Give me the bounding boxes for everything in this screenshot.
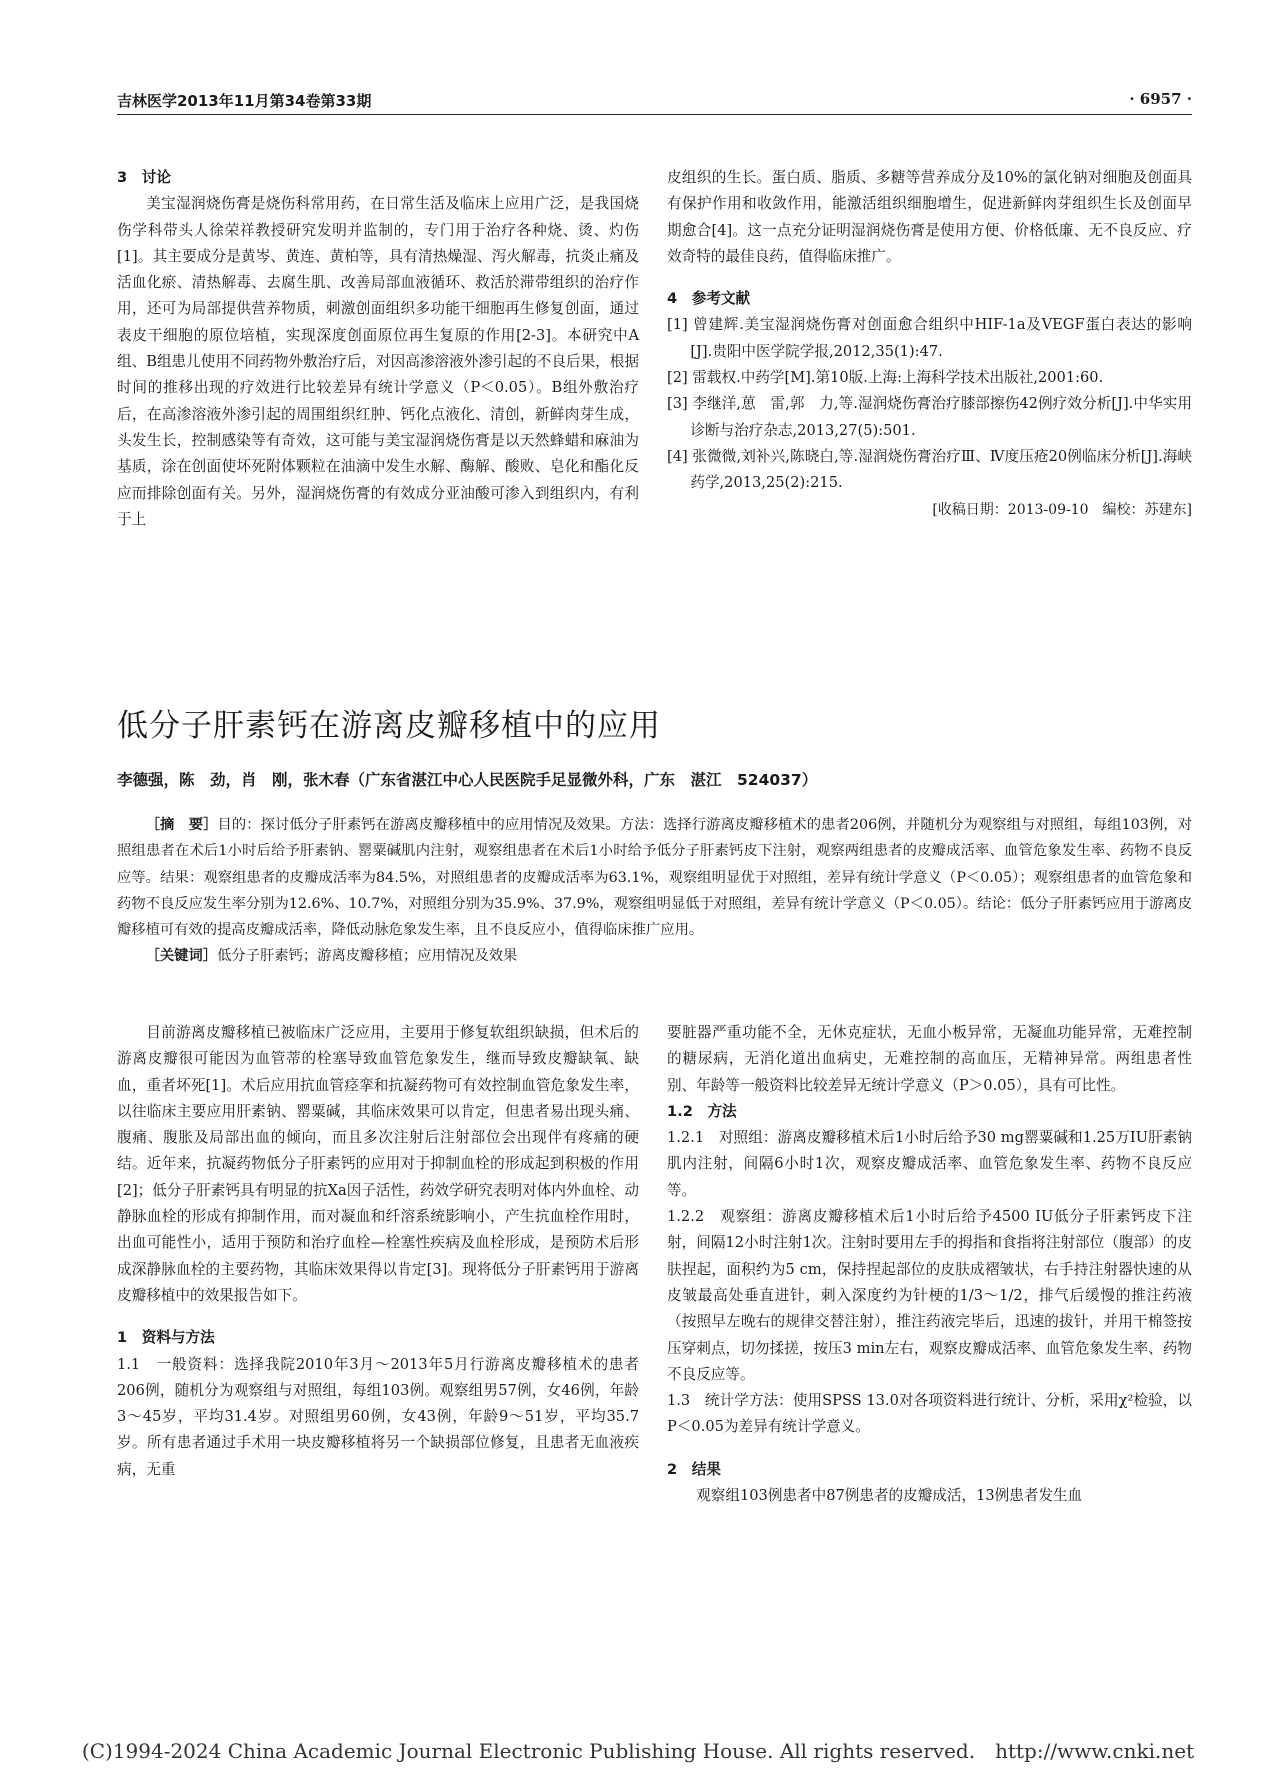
abstract-label: ［摘 要］ (145, 817, 218, 833)
reference-1: [1] 曾建辉.美宝湿润烧伤膏对创面愈合组织中HIF-1a及VEGF蛋白表达的影响[J].贵阳中医学院学报,2012,35(1):47. (667, 316, 1192, 360)
section-1-2-2: 1.2.2 观察组：游离皮瓣移植术后1小时后给予4500 IU低分子肝素钙皮下注射，间隔12小时注射1次。注射时要用左手的拇指和食指将注射部位（腹部）的皮肤捏起，面积约为5 cm，保持捏起部位的皮肤成褶皱状，右手持注射器快速的从皮皱最高处垂直进针，刺入深度约为针梗的1/3～1/2，排气后缓慢的推注药液（按照早左晚右的规律交替注射），推注药液完毕后，迅速的拔针，并用干棉签按压穿刺点，切勿揉搓，按压3 min左右，观察皮瓣成活率、血管危象发生率、药物不良反应等。 (667, 1208, 1192, 1383)
section-1-2-1: 1.2.1 对照组：游离皮瓣移植术后1小时后给予30 mg罂粟碱和1.25万IU肝素钠肌内注射，间隔6小时1次，观察皮瓣成活率、血管危象发生率、药物不良反应等。 (667, 1129, 1192, 1199)
received-date: [收稿日期：2013-09-10 编校：苏建东] (932, 501, 1192, 518)
journal-name: 吉林医学2013年11月第34卷第33期 (117, 92, 372, 110)
keywords-label: ［关键词］ (145, 948, 218, 965)
section-1-2-heading: 1.2 方法 (667, 1102, 737, 1120)
section-1-3: 1.3 统计学方法：使用SPSS 13.0对各项资料进行统计、分析，采用χ²检验，以P＜0.05为差异有统计学意义。 (667, 1392, 1192, 1436)
section-1-1: 1.1 一般资料：选择我院2010年3月～2013年5月行游离皮瓣移植术的患者206例，随机分为观察组与对照组，每组103例。观察组男57例，女46例，年龄3～45岁，平均31.4岁。对照组男60例，女43例，年龄9～51岁，平均35.7岁。所有患者通过手术用一块皮瓣移植将另一个缺损部位修复，且患者无血液疾病，无重 (117, 1355, 639, 1478)
prev-article-right-column (667, 165, 1192, 523)
copyright-footer: (C)1994-2024 China Academic Journal Electronic Publishing House. All rights reserved. http://www.cnki.net (81, 1739, 1195, 1763)
article-title: 低分子肝素钙在游离皮瓣移植中的应用 (117, 708, 661, 744)
abstract-block (117, 812, 1192, 970)
introduction: 目前游离皮瓣移植已被临床广泛应用，主要用于修复软组织缺损，但术后的游离皮瓣很可能因为血管蒂的栓塞导致血管危象发生，继而导致皮瓣缺氧、缺血，重者坏死[1]。术后应用抗血管痉挛和抗凝药物可有效控制血管危象发生率，以往临床主要应用肝素钠、罂粟碱，其临床效果可以肯定，但患者易出现头痛、腹痛、腹胀及局部出血的倾向，而且多次注射后注射部位会出现伴有疼痛的硬结。近年来，抗凝药物低分子肝素钙的应用对于抑制血栓的形成起到积极的作用[2]；低分子肝素钙具有明显的抗Xa因子活性，药效学研究表明对体内外血栓、动静脉血栓的形成有抑制作用，而对凝血和纤溶系统影响小，产生抗血栓作用时，出血可能性小，适用于预防和治疗血栓—栓塞性疾病及血栓形成，是预防术后形成深静脉血栓的主要药物，其临床效果得以肯定[3]。现将低分子肝素钙用于游离皮瓣移植中的效果报告如下。 (117, 1024, 639, 1304)
article-authors: 李德强，陈 劲，肖 刚，张木春（广东省湛江中心人民医院手足显微外科，广东 湛江 524037） (117, 771, 818, 789)
section-4-heading: 4 参考文献 (667, 290, 751, 308)
discussion-paragraph: 美宝湿润烧伤膏是烧伤科常用药，在日常生活及临床上应用广泛，是我国烧伤学科带头人徐荣祥教授研究发明并监制的，专门用于治疗各种烧、烫、灼伤[1]。其主要成分是黄岑、黄连、黄柏等，具有清热燥湿、泻火解毒，抗炎止痛及活血化瘀、清热解毒、去腐生肌、改善局部血液循环、救活於滞带组织的治疗作用，还可为局部提供营养物质，刺激创面组织多功能干细胞再生修复创面，通过表皮干细胞的原位培植，实现深度创面原位再生复原的作用[2-3]。本研究中A组、B组患儿使用不同药物外敷治疗后，对因高渗溶液外渗引起的不良后果，根据时间的推移出现的疗效进行比较差异有统计学意义（P＜0.05）。B组外敷治疗后，在高渗溶液外渗引起的周围组织红肿、钙化点液化、清创，新鲜肉芽生成，头发生长，控制感染等有奇效，这可能与美宝湿润烧伤膏是以天然蜂蜡和麻油为基质，涂在创面使坏死附体颗粒在油滴中发生水解、酶解、酸败、皂化和酯化反应而排除创面有关。另外，湿润烧伤膏的有效成分亚油酸可渗入到组织内，有利于上 (117, 195, 639, 528)
running-header (117, 88, 1192, 115)
keywords (117, 943, 1192, 969)
article-left-column (117, 1020, 639, 1483)
prev-article-left-column (117, 165, 639, 533)
section-1-heading: 1 资料与方法 (117, 1329, 215, 1347)
section-1-1-continued: 要脏器严重功能不全，无休克症状，无血小板异常，无凝血功能异常，无难控制的糖尿病，无消化道出血病史，无难控制的高血压，无精神异常。两组患者性别、年龄等一般资料比较差异无统计学意义（P＞0.05），具有可比性。 (667, 1024, 1192, 1094)
section-2-heading: 2 结果 (667, 1460, 721, 1478)
reference-4: [4] 张微微,刘补兴,陈晓白,等.湿润烧伤膏治疗Ⅲ、Ⅳ度压疮20例临床分析[J].海峡药学,2013,25(2):215. (667, 447, 1192, 492)
keywords-text: 低分子肝素钙；游离皮瓣移植；应用情况及效果 (217, 948, 518, 965)
reference-3: [3] 李继洋,葸 雷,郭 力,等.湿润烧伤膏治疗膝部擦伤42例疗效分析[J].中华实用诊断与治疗杂志,2013,27(5):501. (667, 395, 1192, 439)
abstract-text: 目的：探讨低分子肝素钙在游离皮瓣移植中的应用情况及效果。方法：选择行游离皮瓣移植术的患者206例，并随机分为观察组与对照组，每组103例，对照组患者在术后1小时后给予肝素钠、罂粟碱肌内注射，观察组患者在术后1小时给予低分子肝素钙皮下注射，观察两组患者的皮瓣成活率、血管危象发生率、药物不良反应等。结果：观察组患者的皮瓣成活率为84.5%，对照组患者的皮瓣成活率为63.1%，观察组明显优于对照组，差异有统计学意义（P＜0.05）；观察组患者的血管危象和药物不良反应发生率分别为12.6%、10.7%，对照组分别为35.9%、37.9%，观察组明显低于对照组，差异有统计学意义（P＜0.05）。结论：低分子肝素钙应用于游离皮瓣移植可有效的提高皮瓣成活率，降低动脉危象发生率，且不良反应小，值得临床推广应用。 (117, 817, 1193, 939)
section-3-heading: 3 讨论 (117, 169, 171, 186)
results-text: 观察组103例患者中87例患者的皮瓣成活，13例患者发生血 (696, 1487, 1083, 1505)
discussion-continued: 皮组织的生长。蛋白质、脂质、多糖等营养成分及10%的氯化钠对细胞及创面具有保护作用和收敛作用，能激活组织细胞增生，促进新鲜肉芽组织生长及创面早期愈合[4]。这一点充分证明湿润烧伤膏是使用方便、价格低廉、无不良反应、疗效奇特的最佳良药，值得临床推广。 (667, 169, 1192, 265)
page-number: · 6957 · (1129, 90, 1192, 108)
reference-2: [2] 雷载权.中药学[M].第10版.上海:上海科学技术出版社,2001:60. (667, 369, 1104, 387)
article-right-column (667, 1020, 1192, 1509)
abstract (117, 812, 1192, 943)
